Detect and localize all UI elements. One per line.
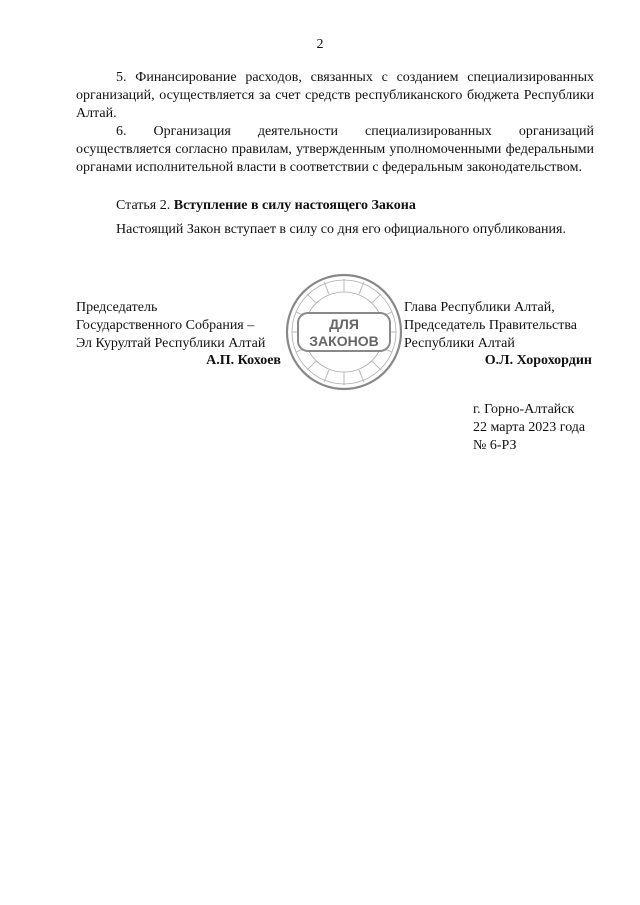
right-title-line-2: Председатель Правительства — [404, 318, 577, 333]
article-prefix: Статья 2. — [116, 198, 171, 213]
left-title-line-1: Председатель — [76, 300, 158, 315]
right-title-line-3: Республики Алтай — [404, 336, 515, 351]
paragraph-7-text: Настоящий Закон вступает в силу со дня его официального опубликования. — [116, 222, 566, 237]
paragraph-5-text: 5. Финансирование расходов, связанных с созданием специализированных организаций, осуществляется за счет средств республиканского бюджета Республики Алтай. — [76, 70, 594, 121]
right-signatory-name: О.Л. Хорохордин — [484, 353, 592, 368]
right-title-line-1: Глава Республики Алтай, — [404, 300, 555, 315]
official-seal — [284, 272, 404, 392]
page-number: 2 — [316, 37, 324, 52]
signature-left-block — [76, 299, 286, 353]
date: 22 марта 2023 года — [473, 420, 586, 435]
article-heading — [76, 197, 594, 215]
article-title: Вступление в силу настоящего Закона — [173, 198, 416, 213]
seal-text-line-2: ЗАКОНОВ — [309, 333, 379, 349]
paragraph-5 — [76, 69, 594, 123]
paragraph-6-text: 6. Организация деятельности специализированных организаций осуществляется согласно правилам, утвержденным уполномоченными федеральными органами исполнительной власти в соответствии с федеральным законодательством. — [76, 124, 594, 175]
seal-text-line-1: ДЛЯ — [329, 316, 359, 332]
place-and-date — [473, 401, 603, 455]
left-signatory-name: А.П. Кохоев — [206, 353, 281, 368]
paragraph-6 — [76, 123, 594, 177]
signature-right-block — [404, 299, 594, 353]
left-title-line-3: Эл Курултай Республики Алтай — [76, 336, 266, 351]
city: г. Горно-Алтайск — [473, 402, 575, 417]
law-number: № 6-РЗ — [473, 438, 517, 453]
left-title-line-2: Государственного Собрания – — [76, 318, 255, 333]
paragraph-7 — [76, 221, 594, 239]
